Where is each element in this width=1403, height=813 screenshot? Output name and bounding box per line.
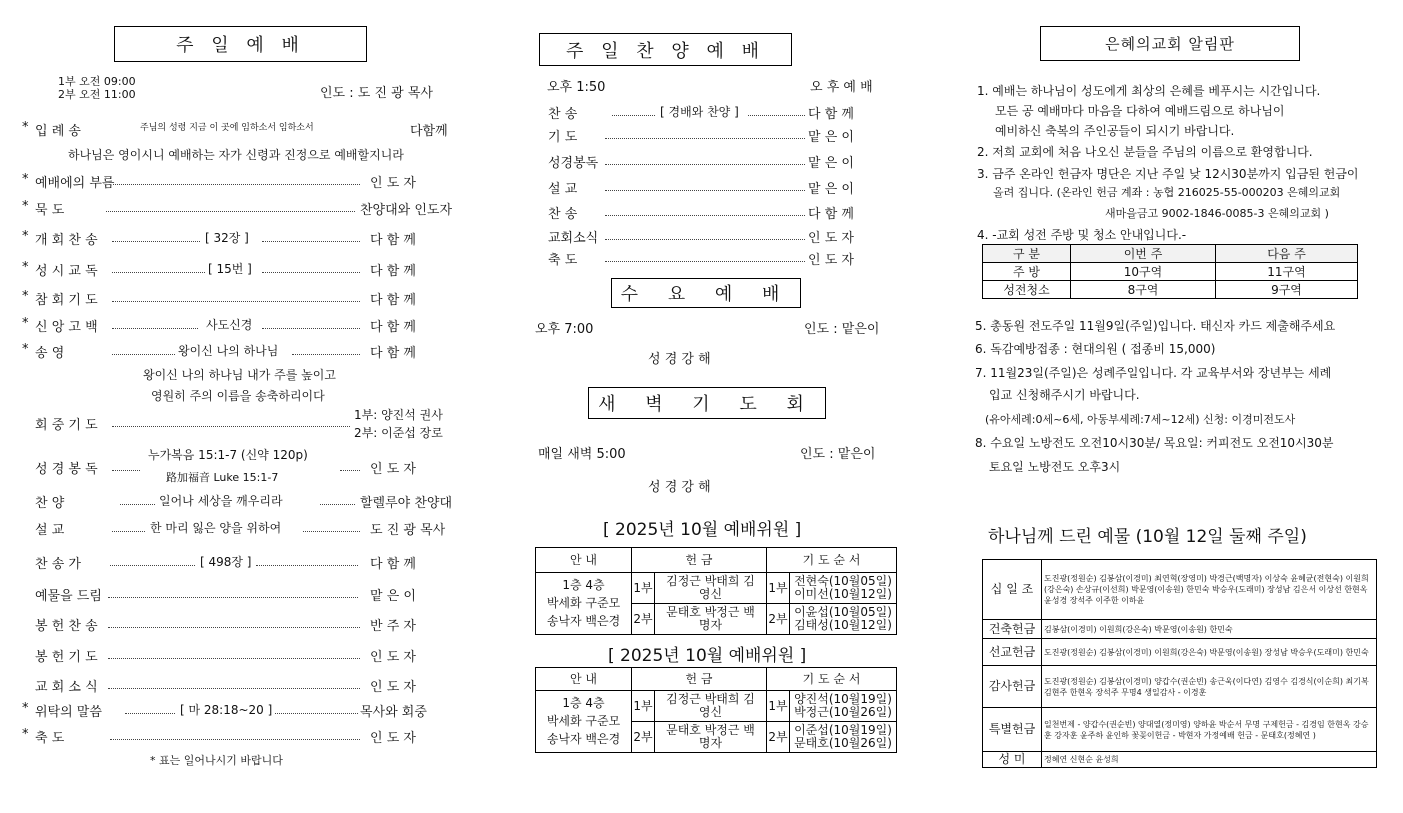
- offerings-title: 하나님께 드린 예물 (10월 12일 둘째 주일): [988, 527, 1307, 547]
- leader-dots: [320, 504, 355, 505]
- duty-cell: 주 방: [983, 263, 1071, 281]
- leader-dots: [108, 688, 360, 689]
- leader-dots: [112, 301, 360, 302]
- usher-names-2: 송낙자 백은경: [546, 732, 621, 746]
- standing-marker: *: [22, 199, 29, 214]
- sunday-leader: 인도 : 도 진 광 목사: [320, 86, 433, 101]
- offering-type: 십 일 조: [983, 560, 1042, 620]
- dawn-title: 새 벽 기 도 회: [588, 387, 826, 419]
- notice-line-11: 7. 11월23일(주일)은 성례주일입니다. 각 교육부서와 장년부는 세례: [975, 366, 1332, 380]
- usher-cell: [536, 691, 632, 753]
- notice-line-10: 6. 독감예방접종 : 현대의원 ( 접종비 15,000): [975, 342, 1216, 356]
- leader-dots: [605, 261, 805, 262]
- order-label: 묵 도: [35, 203, 65, 218]
- offering-type: 선교헌금: [983, 639, 1042, 666]
- order-responsible: 인 도 자: [370, 680, 416, 695]
- duty-table: [982, 244, 1358, 299]
- committee-1-title: [ 2025년 10월 예배위원 ]: [603, 520, 802, 540]
- offering-type: 감사헌금: [983, 666, 1042, 708]
- praise-label: 기 도: [548, 130, 578, 145]
- leader-dots: [292, 354, 360, 355]
- leader-dots: [110, 565, 195, 566]
- notice-line-12: 입교 신청해주시기 바랍니다.: [989, 388, 1140, 402]
- order-responsible: 1부: 양진석 권사: [354, 408, 443, 422]
- wednesday-title: 수 요 예 배: [611, 278, 801, 308]
- order-detail: 한 마리 잃은 양을 위하여: [150, 521, 282, 535]
- usher-names-2: 송낙자 백은경: [546, 614, 621, 628]
- order-detail: 사도신경: [206, 318, 253, 332]
- prayer-name-b: 문태호(10월26일): [794, 736, 892, 750]
- order-label: 설 교: [35, 523, 65, 538]
- header-offering: 헌 금: [632, 668, 767, 691]
- notice-line-1: 1. 예배는 하나님이 성도에게 최상의 은혜를 베푸시는 시간입니다.: [977, 84, 1321, 98]
- offering-names: 문태호 박정근 백명자: [655, 604, 767, 635]
- praise-title: 주 일 찬 양 예 배: [539, 33, 792, 66]
- order-detail: [ 마 28:18~20 ]: [180, 703, 273, 717]
- notice-line-5: 3. 금주 온라인 헌금자 명단은 지난 주일 낮 12시30분까지 입금된 헌금이: [977, 167, 1359, 181]
- leader-dots: [112, 241, 200, 242]
- leader-dots: [108, 597, 358, 598]
- order-responsible: 목사와 회중: [360, 705, 427, 720]
- header-offering: 헌 금: [632, 548, 767, 573]
- order-responsible: 인 도 자: [370, 176, 416, 191]
- notice-line-14: 8. 수요일 노방전도 오전10시30분/ 목요일: 커피전도 오전10시30분: [975, 436, 1334, 450]
- duty-cell: 8구역: [1071, 281, 1216, 299]
- offering-type: 성 미: [983, 752, 1042, 768]
- order-responsible: 맡 은 이: [370, 589, 416, 604]
- standing-marker: *: [22, 316, 29, 331]
- leader-dots: [112, 328, 198, 329]
- offering-part: 1부: [632, 573, 655, 604]
- offering-names: 도진광(정원순) 김봉삼(이경미) 최연혁(장영미) 박경근(백명자) 이상숙 윤혜균(전현숙) 이원희(강은숙) 손상규(이선희) 박문영(이송원) 한민숙 박승우(도래미) 장성남 김은서 이상선 한현옥 윤성경 장석주 이주한 이하윤: [1042, 560, 1377, 620]
- leader-dots: [748, 115, 805, 116]
- prayer-name-b: 이미선(10월12일): [794, 587, 892, 601]
- leader-dots: [112, 426, 350, 427]
- duty-cell: 성전청소: [983, 281, 1071, 299]
- bible-chinese: 路加福音 Luke 15:1-7: [166, 471, 279, 484]
- order-responsible: 다 함 께: [370, 346, 416, 361]
- prayer-name-a: 이윤섭(10월05일): [794, 605, 892, 619]
- offering-type: 특별헌금: [983, 708, 1042, 752]
- duty-cell: 9구역: [1216, 281, 1358, 299]
- praise-subtitle: 오 후 예 배: [810, 80, 873, 95]
- prayer-name-a: 이준섭(10월19일): [794, 723, 892, 737]
- order-responsible: 반 주 자: [370, 619, 416, 634]
- offering-names: 김정근 박태희 김영신: [655, 573, 767, 604]
- leader-dots: [112, 354, 175, 355]
- order-label: 개 회 찬 송: [35, 233, 98, 248]
- header-prayer: 기 도 순 서: [767, 548, 897, 573]
- praise-responsible: 다 함 께: [808, 107, 854, 122]
- offering-names: 도진광(정원순) 김봉삼(이경미) 양갑수(권순빈) 송근욱(이다연) 김영수 김경식(이순희) 최기복 김현주 한현옥 장석주 무명4 생일감사 - 이경훈: [1042, 666, 1377, 708]
- prayer-name-a: 전현숙(10월05일): [794, 574, 892, 588]
- intro-verse: 하나님은 영이시니 예배하는 자가 신령과 진정으로 예배할지니라: [68, 148, 404, 162]
- order-responsible: 다 함 께: [370, 233, 416, 248]
- order-label: 회 중 기 도: [35, 418, 98, 433]
- order-label: 입 례 송: [35, 124, 81, 139]
- order-responsible: 인 도 자: [370, 731, 416, 746]
- committee-2-title: [ 2025년 10월 예배위원 ]: [608, 646, 807, 666]
- order-responsible: 다 함 께: [370, 557, 416, 572]
- leader-dots: [340, 470, 360, 471]
- prayer-name-b: 박정근(10월26일): [794, 705, 892, 719]
- offerings-table: [982, 559, 1377, 768]
- prayer-part: 1부: [767, 691, 790, 722]
- notice-title: 은혜의교회 알림판: [1040, 26, 1300, 61]
- prayer-names: [790, 604, 897, 635]
- order-responsible: 다 함 께: [370, 320, 416, 335]
- duty-header: 다음 주: [1216, 245, 1358, 263]
- usher-names-1: 박세화 구준모: [546, 714, 621, 728]
- offering-part: 2부: [632, 604, 655, 635]
- leader-dots: [605, 239, 805, 240]
- standing-marker: *: [22, 260, 29, 275]
- leader-dots: [110, 739, 360, 740]
- order-responsible: 다 함 께: [370, 264, 416, 279]
- order-label: 참 회 기 도: [35, 293, 98, 308]
- notice-line-9: 5. 총동원 전도주일 11월9일(주일)입니다. 태신자 카드 제출해주세요: [975, 319, 1336, 333]
- notice-line-6: 올려 집니다. (온라인 헌금 계좌 : 농협 216025-55-000203 은혜의교회: [993, 186, 1341, 199]
- prayer-name-a: 양진석(10월19일): [794, 692, 892, 706]
- order-responsible: 도 진 광 목사: [370, 523, 446, 538]
- dawn-leader: 인도 : 맡은이: [800, 447, 876, 462]
- leader-dots: [112, 531, 145, 532]
- offering-part: 1부: [632, 691, 655, 722]
- order-label: 봉 헌 기 도: [35, 650, 98, 665]
- leader-dots: [108, 658, 360, 659]
- leader-dots: [605, 190, 805, 191]
- order-label: 찬 양: [35, 496, 65, 511]
- notice-line-3: 예비하신 축복의 주인공들이 되시기 바랍니다.: [995, 124, 1235, 138]
- notice-line-2: 모든 공 예배마다 마음을 다하여 예배드림으로 하나님이: [995, 104, 1285, 118]
- notice-line-8: 4. -교회 성전 주방 및 청소 안내입니다.-: [977, 228, 1187, 242]
- service-time-2: 2부 오전 11:00: [58, 88, 136, 101]
- order-detail: 왕이신 나의 하나님: [178, 344, 279, 358]
- notice-line-4: 2. 저희 교회에 처음 나오신 분들을 주님의 이름으로 환영합니다.: [977, 145, 1313, 159]
- order-responsible: 인 도 자: [370, 462, 416, 477]
- notice-line-13: (유아세례:0세~6세, 아동부세례:7세~12세) 신청: 이경미전도사: [985, 413, 1296, 426]
- order-responsible: 인 도 자: [370, 650, 416, 665]
- prayer-name-b: 김태성(10월12일): [794, 618, 892, 632]
- leader-dots: [120, 504, 155, 505]
- praise-detail: [ 경배와 찬양 ]: [660, 105, 739, 119]
- order-detail: 일어나 세상을 깨우리라: [159, 494, 283, 508]
- order-responsible: 다 함 께: [370, 293, 416, 308]
- order-detail: [ 15번 ]: [208, 262, 252, 276]
- order-label: 축 도: [35, 731, 65, 746]
- standing-marker: *: [22, 289, 29, 304]
- leader-dots: [605, 138, 805, 139]
- wednesday-leader: 인도 : 맡은이: [804, 322, 880, 337]
- committee-1-table: [535, 547, 897, 635]
- dawn-sermon: 성 경 강 해: [648, 480, 711, 495]
- header-prayer: 기 도 순 서: [767, 668, 897, 691]
- duty-cell: 11구역: [1216, 263, 1358, 281]
- leader-dots: [262, 328, 360, 329]
- duty-header: 구 분: [983, 245, 1071, 263]
- praise-label: 성경봉독: [548, 156, 599, 171]
- praise-time: 오후 1:50: [547, 80, 606, 95]
- standing-marker: *: [22, 229, 29, 244]
- order-responsible: 찬양대와 인도자: [360, 203, 453, 218]
- praise-label: 축 도: [548, 253, 578, 268]
- leader-dots: [106, 211, 355, 212]
- standing-marker: *: [22, 342, 29, 357]
- order-detail: 주님의 성령 지금 이 곳에 임하소서 임하소서: [140, 123, 314, 133]
- praise-label: 교회소식: [548, 231, 599, 246]
- leader-dots: [256, 565, 358, 566]
- leader-dots: [303, 531, 360, 532]
- prayer-2nd-service: 2부: 이준섭 장로: [354, 426, 443, 440]
- leader-dots: [605, 215, 805, 216]
- standing-note: * 표는 일어나시기 바랍니다: [150, 754, 283, 767]
- order-responsible: 할렐루야 찬양대: [360, 496, 453, 511]
- order-label: 신 앙 고 백: [35, 320, 98, 335]
- prayer-part: 2부: [767, 722, 790, 753]
- order-detail: 누가복음 15:1-7 (신약 120p): [148, 448, 308, 462]
- prayer-part: 2부: [767, 604, 790, 635]
- order-label: 찬 송 가: [35, 557, 81, 572]
- usher-names-1: 박세화 구준모: [546, 596, 621, 610]
- leader-dots: [605, 164, 805, 165]
- prayer-names: [790, 691, 897, 722]
- leader-dots: [275, 713, 358, 714]
- standing-marker: *: [22, 727, 29, 742]
- leader-dots: [113, 184, 360, 185]
- order-label: 위탁의 말씀: [35, 705, 102, 720]
- praise-responsible: 맡 은 이: [808, 130, 854, 145]
- duty-header: 이번 주: [1071, 245, 1216, 263]
- standing-marker: *: [22, 701, 29, 716]
- order-label: 예배에의 부름: [35, 176, 115, 191]
- notice-line-15: 토요일 노방전도 오후3시: [989, 460, 1121, 474]
- header-usher: 안 내: [536, 668, 632, 691]
- prayer-part: 1부: [767, 573, 790, 604]
- order-responsible: 다함께: [410, 124, 448, 139]
- order-detail: [ 498장 ]: [200, 555, 252, 569]
- offering-names: 김봉삼(이경미) 이원희(강은숙) 박문영(이송원) 한민숙: [1042, 620, 1377, 639]
- dawn-time: 매일 새벽 5:00: [538, 447, 626, 462]
- leader-dots: [112, 470, 140, 471]
- praise-responsible: 맡 은 이: [808, 156, 854, 171]
- header-usher: 안 내: [536, 548, 632, 573]
- order-label: 봉 헌 찬 송: [35, 619, 98, 634]
- offering-part: 2부: [632, 722, 655, 753]
- doxology-line-2: 영원히 주의 이름을 송축하리이다: [151, 389, 325, 403]
- praise-label: 찬 송: [548, 207, 578, 222]
- standing-marker: *: [22, 172, 29, 187]
- offering-type: 건축헌금: [983, 620, 1042, 639]
- order-label: 성 경 봉 독: [35, 462, 98, 477]
- praise-responsible: 인 도 자: [808, 231, 854, 246]
- praise-responsible: 맡 은 이: [808, 182, 854, 197]
- standing-marker: *: [22, 120, 29, 135]
- prayer-names: [790, 573, 897, 604]
- offering-names: 일천번제 - 양갑수(권순빈) 양대열(정미영) 양하윤 박순서 무명 구제헌금 - 김경임 한현옥 강승훈 강자훈 윤주하 윤인하 꽃꽂이헌금 - 박현자 가정예배 헌금 - 문태호(정혜연 ): [1042, 708, 1377, 752]
- prayer-names: [790, 722, 897, 753]
- wednesday-time: 오후 7:00: [535, 322, 594, 337]
- leader-dots: [262, 241, 360, 242]
- usher-floors: 1층 4층: [562, 696, 605, 710]
- praise-responsible: 인 도 자: [808, 253, 854, 268]
- duty-cell: 10구역: [1071, 263, 1216, 281]
- doxology-line-1: 왕이신 나의 하나님 내가 주를 높이고: [143, 368, 336, 382]
- leader-dots: [612, 115, 655, 116]
- order-label: 예물을 드림: [35, 589, 102, 604]
- order-label: 성 시 교 독: [35, 264, 98, 279]
- offering-names: 정혜연 신현순 윤성희: [1042, 752, 1377, 768]
- notice-line-7: 새마을금고 9002-1846-0085-3 은혜의교회 ): [1105, 207, 1329, 220]
- praise-responsible: 다 함 께: [808, 207, 854, 222]
- usher-cell: [536, 573, 632, 635]
- praise-label: 찬 송: [548, 107, 578, 122]
- leader-dots: [262, 272, 360, 273]
- offering-names: 김정근 박태희 김영신: [655, 691, 767, 722]
- leader-dots: [125, 713, 175, 714]
- leader-dots: [112, 272, 205, 273]
- service-time-1: 1부 오전 09:00: [58, 75, 136, 88]
- usher-floors: 1층 4층: [562, 578, 605, 592]
- praise-label: 설 교: [548, 182, 578, 197]
- offering-names: 문태호 박정근 백명자: [655, 722, 767, 753]
- sunday-title: 주 일 예 배: [114, 26, 367, 62]
- offering-names: 도진광(정원순) 김봉삼(이경미) 이원희(강은숙) 박문영(이송원) 장성남 박승우(도래미) 한민숙: [1042, 639, 1377, 666]
- leader-dots: [108, 627, 360, 628]
- order-label: 송 영: [35, 346, 65, 361]
- wednesday-sermon: 성 경 강 해: [648, 352, 711, 367]
- committee-2-table: [535, 667, 897, 753]
- order-label: 교 회 소 식: [35, 680, 98, 695]
- order-detail: [ 32장 ]: [205, 231, 249, 245]
